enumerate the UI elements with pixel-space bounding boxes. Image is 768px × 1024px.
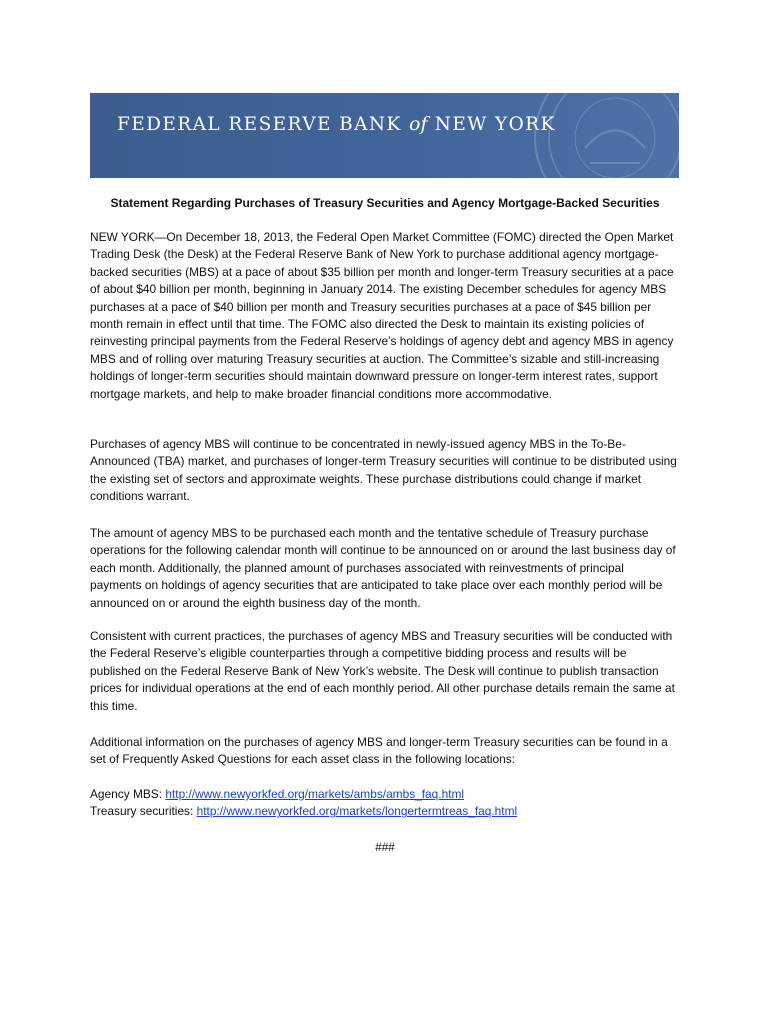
agency-mbs-link-line: [90, 786, 678, 803]
treasury-faq-link[interactable]: http://www.newyorkfed.org/markets/longertermtreas_faq.html: [196, 804, 518, 819]
treasury-label: Treasury securities:: [90, 804, 197, 819]
org-name-of: of: [409, 113, 428, 135]
faq-links: [90, 786, 678, 821]
org-name-main: FEDERAL RESERVE BANK: [117, 114, 402, 135]
paragraph-4: Consistent with current practices, the purchases of agency MBS and Treasury securities will be conducted with the Federal Reserve’s eligible counterparties through a competitive bidding process and results will be published on the Federal Reserve Bank of New York’s website. The Desk will continue to publish transaction prices for individual operations at the end of each monthly period. All other purchase details remain the same at this time.: [90, 629, 675, 713]
agency-mbs-label: Agency MBS:: [90, 787, 166, 801]
paragraph-5: Additional information on the purchases of agency MBS and longer-term Treasury securities can be found in a set of Frequently Asked Questions for each asset class in the following locations:: [90, 735, 668, 767]
agency-mbs-faq-link[interactable]: http://www.newyorkfed.org/markets/ambs/ambs_faq.html: [165, 787, 465, 801]
paragraph-3: The amount of agency MBS to be purchased each month and the tentative schedule of Treasury purchase operations for the following calendar month will continue to be announced on or around the last business day of each month. Additionally, the planned amount of purchases associated with reinvestments of principal payments on holdings of agency securities that are anticipated to take place over each monthly period will be announced on or around the eighth business day of the month.: [90, 526, 676, 610]
header-banner: [90, 93, 679, 178]
org-name-end: NEW YORK: [434, 114, 556, 135]
org-name: [117, 113, 556, 135]
paragraph-1: NEW YORK—On December 18, 2013, the Federal Open Market Committee (FOMC) directed the Open Market Trading Desk (the Desk) at the Federal Reserve Bank of New York to purchase additional agency mortgage-backed securities (MBS) at a pace of about $35 billion per month and longer-term Treasury securities at a pace of about $40 billion per month, beginning in January 2014. The existing December schedules for agency MBS purchases at a pace of $40 billion per month and Treasury securities purchases at a pace of $45 billion per month remain in effect until that time. The FOMC also directed the Desk to maintain its existing policies of reinvesting principal payments from the Federal Reserve’s holdings of agency debt and agency MBS in agency MBS and of rolling over maturing Treasury securities at auction. The Committee’s sizable and still-increasing holdings of longer-term securities should maintain downward pressure on longer-term interest rates, support mortgage markets, and help to make broader financial conditions more accommodative.: [90, 230, 674, 401]
treasury-link-line: [90, 803, 678, 820]
paragraph-2: Purchases of agency MBS will continue to be concentrated in newly-issued agency MBS in the To-Be-Announced (TBA) market, and purchases of longer-term Treasury securities will continue to be distributed using the existing set of sectors and approximate weights. These purchase distributions could change if market conditions warrant.: [90, 437, 677, 504]
end-mark: ###: [375, 840, 395, 854]
seal-watermark-icon: [530, 93, 679, 178]
document-title: Statement Regarding Purchases of Treasury Securities and Agency Mortgage-Backed Securities: [110, 196, 660, 210]
